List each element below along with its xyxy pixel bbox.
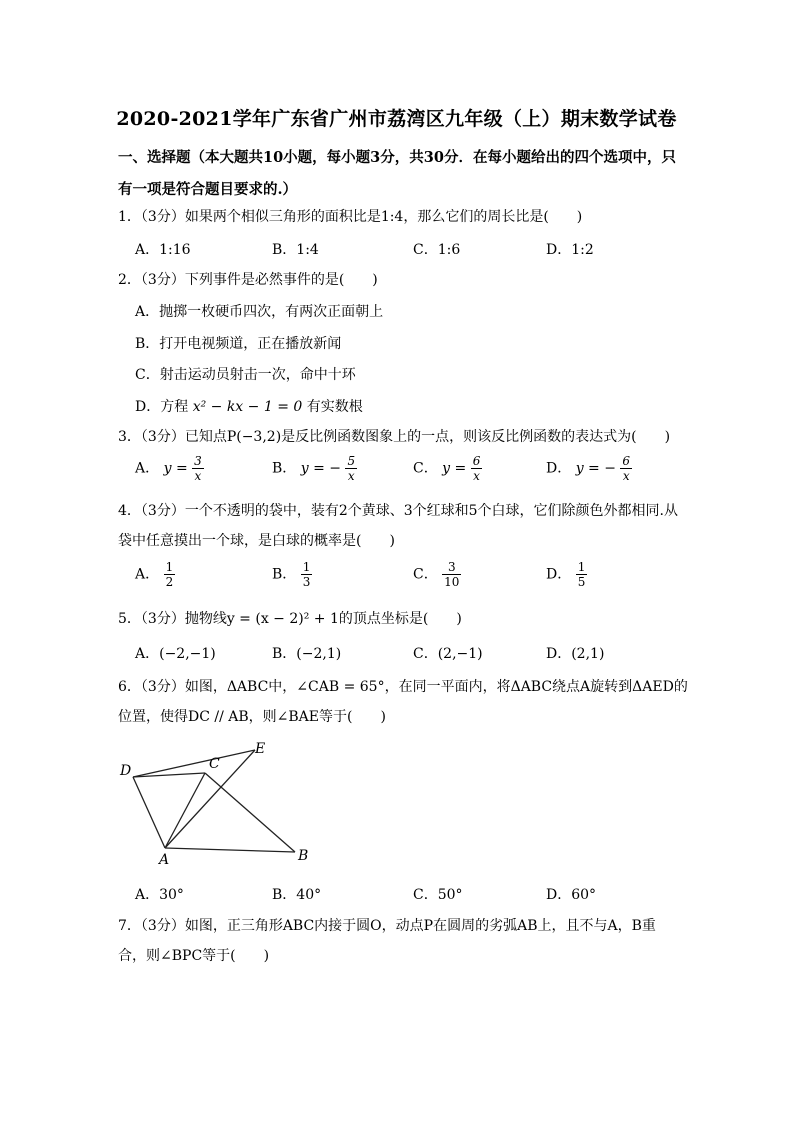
q2-option-a: A．抛掷一枚硬币四次，有两次正面朝上	[135, 304, 384, 320]
question-4-stem-line2: 袋中任意摸出一个球，是白球的概率是( )	[118, 533, 395, 549]
q4-option-b-num: 1	[302, 560, 311, 574]
question-3-stem: 3．（3分）已知点P(−3,2)是反比例函数图象上的一点，则该反比例函数的表达式为( )	[118, 429, 671, 445]
q3-option-c-label: C．	[413, 460, 438, 477]
q3-option-a-num: 3	[194, 454, 202, 468]
q3-option-c	[413, 454, 482, 483]
q4-option-a-num: 1	[165, 560, 174, 574]
q4-option-c-num: 3	[442, 560, 461, 575]
q3-option-b-lhs: y = −	[300, 460, 342, 477]
q3-option-c-den: x	[473, 469, 480, 483]
segment-ab	[165, 848, 295, 852]
question-7-stem-line1: 7．（3分）如图，正三角形ABC内接于圆O，动点P在圆周的劣弧AB上，且不与A，B重	[118, 918, 656, 934]
q3-option-b-label: B．	[272, 460, 297, 477]
q3-option-b-num: 5	[347, 454, 356, 468]
q3-option-a-den: x	[194, 469, 202, 483]
label-b: B	[298, 848, 309, 864]
q3-option-d-num: 6	[622, 454, 631, 468]
q1-option-a: A．1:16	[135, 242, 191, 258]
q4-option-d-label: D．	[546, 566, 572, 583]
q3-option-a-label: A．	[135, 460, 160, 477]
segment-de	[133, 750, 255, 777]
q3-option-d-lhs: y = −	[575, 460, 616, 477]
label-d: D	[120, 763, 132, 779]
q2-option-c: C．射击运动员射击一次，命中十环	[135, 367, 356, 383]
q4-option-b-den: 3	[302, 575, 311, 589]
q3-option-c-lhs: y =	[442, 460, 467, 477]
q6-option-b: B．40°	[272, 887, 322, 903]
exam-title: 2020-2021学年广东省广州市荔湾区九年级（上）期末数学试卷	[116, 108, 677, 130]
q6-option-a: A．30°	[135, 887, 184, 903]
q4-option-b-label: B．	[272, 566, 297, 583]
q4-option-d-den: 5	[577, 575, 586, 589]
segment-cb	[205, 773, 295, 852]
q3-option-d	[546, 454, 632, 483]
q4-option-a-den: 2	[165, 575, 174, 589]
q2-option-d-equation: x² − kx − 1 = 0	[192, 399, 303, 415]
section-heading-line1: 一、选择题（本大题共10小题，每小题3分，共30分．在每小题给出的四个选项中，只	[118, 149, 676, 166]
q3-option-b	[272, 454, 357, 483]
q3-option-a-lhs: y =	[163, 460, 188, 477]
q1-option-d: D．1:2	[546, 242, 594, 258]
label-e: E	[255, 741, 266, 757]
q4-option-d	[546, 560, 587, 589]
question-2-stem: 2．（3分）下列事件是必然事件的是( )	[118, 272, 378, 288]
q4-option-a-label: A．	[135, 566, 160, 583]
q5-option-c: C．(2,−1)	[413, 646, 483, 662]
question-1-stem: 1．（3分）如果两个相似三角形的面积比是1:4，那么它们的周长比是( )	[118, 209, 583, 225]
question-5-stem: 5．（3分）抛物线y = (x − 2)² + 1的顶点坐标是( )	[118, 611, 462, 627]
question-4-stem-line1: 4．（3分）一个不透明的袋中，装有2个黄球、3个红球和5个白球，它们除颜色外都相同.从	[118, 503, 678, 519]
segment-da	[133, 777, 165, 848]
q4-option-c	[413, 560, 461, 589]
q5-option-d: D．(2,1)	[546, 646, 605, 662]
q1-option-b: B．1:4	[272, 242, 319, 258]
q1-option-c: C．1:6	[413, 242, 461, 258]
q3-option-d-label: D．	[546, 460, 572, 477]
q3-option-c-num: 6	[472, 454, 481, 468]
q2-option-d	[135, 396, 363, 416]
q3-option-d-den: x	[622, 469, 630, 483]
q6-option-d: D．60°	[546, 887, 597, 903]
q3-option-b-den: x	[347, 469, 355, 483]
label-a: A	[159, 852, 170, 868]
q4-option-c-label: C．	[413, 566, 438, 583]
q2-option-d-tail: 有实数根	[306, 399, 363, 415]
q6-geometry-figure	[110, 735, 330, 870]
q5-option-b: B．(−2,1)	[272, 646, 342, 662]
q2-option-b: B．打开电视频道，正在播放新闻	[135, 336, 342, 352]
q3-option-a	[135, 454, 204, 483]
question-6-stem-line1: 6．（3分）如图，ΔABC中，∠CAB = 65°，在同一平面内，将ΔABC绕点A旋转到ΔAED的	[118, 679, 688, 695]
q5-option-a: A．(−2,−1)	[135, 646, 216, 662]
q4-option-c-den: 10	[444, 575, 460, 589]
label-c: C	[209, 756, 220, 772]
q4-option-b	[272, 560, 312, 589]
q6-option-c: C．50°	[413, 887, 463, 903]
section-heading-line2: 有一项是符合题目要求的.）	[118, 181, 298, 198]
q2-option-d-label: D．方程	[135, 399, 189, 415]
question-6-stem-line2: 位置，使得DC // AB，则∠BAE等于( )	[118, 709, 386, 725]
q4-option-d-num: 1	[577, 560, 586, 574]
q4-option-a	[135, 560, 175, 589]
question-7-stem-line2: 合，则∠BPC等于( )	[118, 948, 270, 964]
